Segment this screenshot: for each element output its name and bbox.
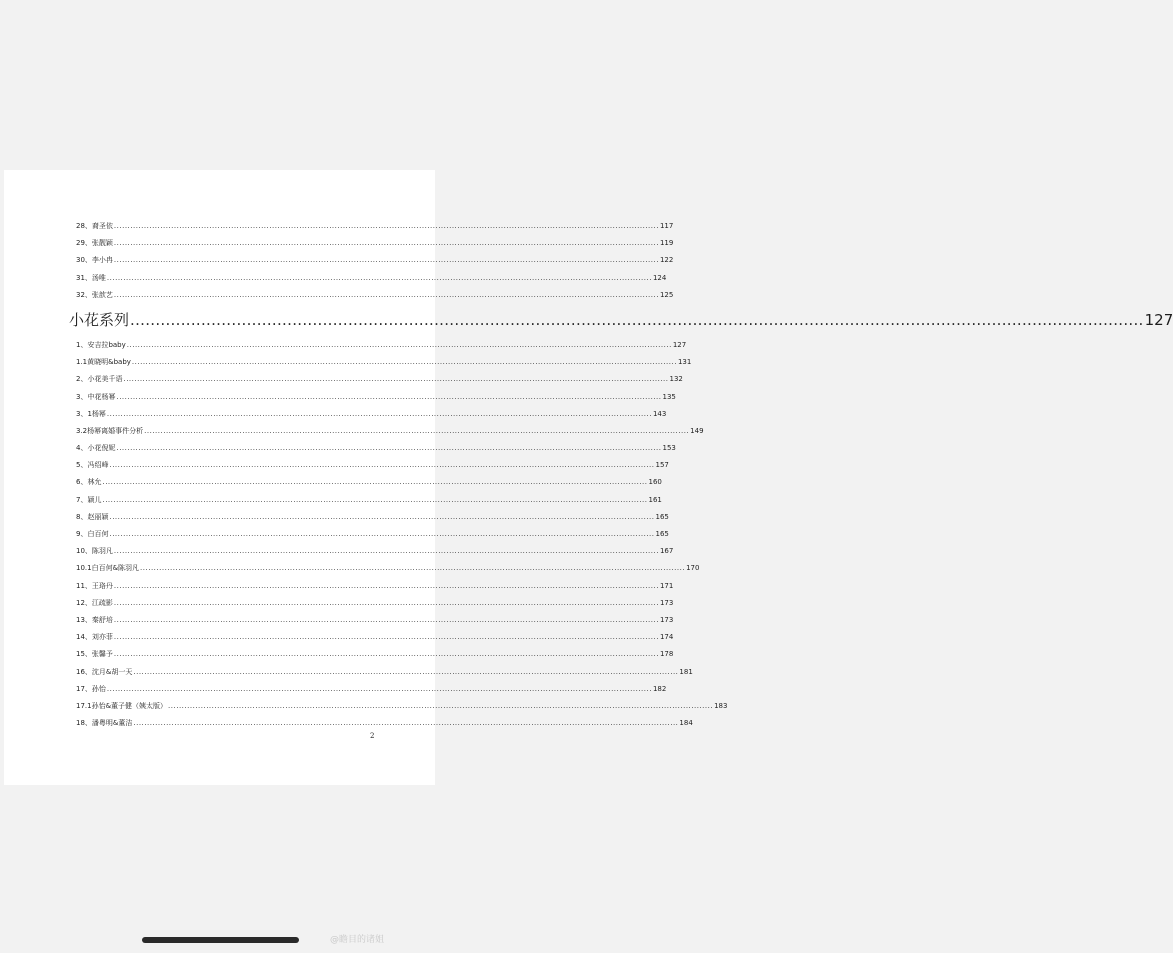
home-indicator[interactable] xyxy=(142,937,299,943)
toc-row[interactable] xyxy=(76,681,667,698)
toc-title: 3.2杨幂离婚事件分析 xyxy=(76,426,144,435)
toc-leader: ........................................................................................................................................................................................................ xyxy=(116,392,662,401)
toc-title: 15、张馨予 xyxy=(76,650,113,659)
toc-leader: ........................................................................................................................................................................................................ xyxy=(131,358,677,367)
toc-page: 167 xyxy=(659,547,674,556)
toc-title: 9、白百何 xyxy=(76,530,109,538)
toc-row[interactable] xyxy=(76,337,687,354)
toc-row[interactable] xyxy=(76,612,674,629)
toc-title: 4、小花倪妮 xyxy=(76,444,116,453)
toc-row[interactable] xyxy=(76,287,674,304)
toc-row[interactable] xyxy=(76,560,700,577)
toc-leader: ........................................................................................................................................................................................................ xyxy=(109,512,655,521)
toc-row[interactable] xyxy=(76,526,669,543)
toc-row[interactable] xyxy=(76,235,674,252)
toc-leader: ........................................................................................................................................................................................................ xyxy=(113,633,659,642)
toc-row[interactable] xyxy=(76,440,676,457)
toc-title: 1.1黄晓明&baby xyxy=(76,358,131,367)
toc-page: 153 xyxy=(662,444,676,453)
toc-row[interactable] xyxy=(76,474,662,491)
toc-leader: ........................................................................................................................................................................................................ xyxy=(133,667,679,676)
page-number: 2 xyxy=(370,732,375,740)
toc-row[interactable] xyxy=(76,389,676,406)
toc-leader: ........................................................................................................................................................................................................ xyxy=(113,615,659,624)
toc-title: 18、潘粤明&董洁 xyxy=(76,719,133,728)
document-page xyxy=(4,170,1173,785)
section-title: 小花系列 xyxy=(69,310,130,329)
toc-leader: ........................................................................................................................................................................................................ xyxy=(102,478,648,487)
toc-page: 173 xyxy=(659,615,674,624)
toc-title: 13、秦舒培 xyxy=(76,615,113,624)
toc-page: 182 xyxy=(652,684,667,693)
toc-leader: ........................................................................................................................................................................................................ xyxy=(106,409,652,418)
toc-page: 157 xyxy=(655,461,669,470)
toc-row[interactable] xyxy=(76,629,674,646)
toc-leader: ........................................................................................................................................................................................................ xyxy=(113,581,659,590)
toc-leader: ........................................................................................................................................................................................................ xyxy=(113,256,659,265)
toc-row[interactable] xyxy=(76,457,669,474)
toc-row[interactable] xyxy=(76,664,693,681)
toc-title: 10、陈羽凡 xyxy=(76,547,113,556)
toc-title: 1、安吉拉baby xyxy=(76,340,126,349)
toc-page: 173 xyxy=(659,598,674,607)
toc-page: 178 xyxy=(659,650,674,659)
toc-row[interactable] xyxy=(76,218,674,235)
toc-page: 131 xyxy=(677,358,692,367)
toc-page: 165 xyxy=(655,530,669,538)
toc-page: 127 xyxy=(672,340,687,349)
toc-page: 143 xyxy=(652,409,667,418)
toc-title: 32、张歆艺 xyxy=(76,290,113,299)
toc-title: 3、1杨幂 xyxy=(76,409,106,418)
toc-page: 119 xyxy=(659,239,674,248)
toc-row[interactable] xyxy=(76,509,669,526)
section-page: 127 xyxy=(1144,310,1173,329)
toc-leader: ........................................................................................................................................................................................................ xyxy=(106,684,652,693)
toc-page: 181 xyxy=(679,667,693,676)
toc-title: 14、刘亦菲 xyxy=(76,633,113,642)
toc-page: 125 xyxy=(659,290,674,299)
toc-leader: ........................................................................................................................................................................................................ xyxy=(133,719,679,728)
toc-row[interactable] xyxy=(76,715,693,732)
toc-leader: ........................................................................................................................................................................................................ xyxy=(113,290,659,299)
toc-leader: ........................................................................................................................................................................................................ xyxy=(113,222,659,230)
toc-leader: ........................................................................................................................................................................................................ xyxy=(144,426,690,435)
toc-row[interactable] xyxy=(76,371,683,388)
toc-row[interactable] xyxy=(76,492,662,509)
toc-row[interactable] xyxy=(76,270,667,287)
toc-page: 170 xyxy=(686,564,700,573)
toc-title: 10.1白百何&陈羽凡 xyxy=(76,564,140,573)
toc-title: 17.1孙怡&董子健（姨太版） xyxy=(76,701,168,710)
toc-leader: ........................................................................................................................................................................................................ xyxy=(113,239,659,248)
table-of-contents xyxy=(69,218,1173,732)
toc-row[interactable] xyxy=(76,252,674,269)
toc-row[interactable] xyxy=(76,423,704,440)
toc-leader: ........................................................................................................................................................................................................ xyxy=(113,547,659,556)
toc-leader: ........................................................................................................................................................................................................ xyxy=(113,598,659,607)
toc-title: 29、张靓颖 xyxy=(76,239,113,248)
toc-leader: ........................................................................................................................................................................................................ xyxy=(168,701,714,710)
toc-page: 165 xyxy=(655,512,669,521)
toc-leader: ........................................................................................................................................................................................................ xyxy=(140,564,686,573)
toc-page: 124 xyxy=(652,273,667,282)
toc-title: 31、汤唯 xyxy=(76,273,106,282)
toc-page: 117 xyxy=(659,222,674,230)
toc-title: 5、冯绍峰 xyxy=(76,461,109,470)
toc-row[interactable] xyxy=(76,578,674,595)
toc-row[interactable] xyxy=(76,646,674,663)
toc-title: 8、赵丽颖 xyxy=(76,512,109,521)
toc-leader: ........................................................................................................................................................................................................ xyxy=(113,650,659,659)
toc-title: 16、沈月&胡一天 xyxy=(76,667,133,676)
toc-title: 17、孙怡 xyxy=(76,684,106,693)
toc-row[interactable] xyxy=(76,406,667,423)
toc-leader: ........................................................................................................................................................................................................ xyxy=(126,340,672,349)
toc-page: 183 xyxy=(714,701,728,710)
toc-page: 132 xyxy=(669,375,683,384)
toc-leader: ........................................................................................................................................................................................................ xyxy=(130,310,1144,329)
toc-leader: ........................................................................................................................................................................................................ xyxy=(109,461,655,470)
toc-row[interactable] xyxy=(76,354,692,371)
toc-title: 11、王珞丹 xyxy=(76,581,113,590)
toc-title: 7、颖儿 xyxy=(76,495,102,504)
toc-title: 12、江疏影 xyxy=(76,598,113,607)
toc-title: 2、小花美千语 xyxy=(76,375,123,384)
toc-title: 3、中花杨幂 xyxy=(76,392,116,401)
toc-leader: ........................................................................................................................................................................................................ xyxy=(102,495,648,504)
toc-row[interactable] xyxy=(76,543,674,560)
toc-title: 30、李小冉 xyxy=(76,256,113,265)
toc-page: 135 xyxy=(662,392,676,401)
toc-title: 28、裔圣依 xyxy=(76,222,113,230)
toc-row[interactable] xyxy=(76,595,674,612)
toc-page: 149 xyxy=(690,426,704,435)
toc-page: 184 xyxy=(679,719,693,728)
toc-leader: ........................................................................................................................................................................................................ xyxy=(106,273,652,282)
toc-page: 160 xyxy=(648,478,662,487)
toc-page: 171 xyxy=(659,581,674,590)
toc-title: 6、林允 xyxy=(76,478,102,487)
toc-page: 161 xyxy=(648,495,662,504)
section-heading[interactable] xyxy=(69,306,1173,334)
toc-leader: ........................................................................................................................................................................................................ xyxy=(109,530,655,538)
toc-leader: ........................................................................................................................................................................................................ xyxy=(123,375,669,384)
toc-leader: ........................................................................................................................................................................................................ xyxy=(116,444,662,453)
toc-page: 122 xyxy=(659,256,674,265)
toc-row[interactable] xyxy=(76,698,728,715)
toc-page: 174 xyxy=(659,633,674,642)
watermark: @瞻目的诸姐 xyxy=(330,935,385,945)
